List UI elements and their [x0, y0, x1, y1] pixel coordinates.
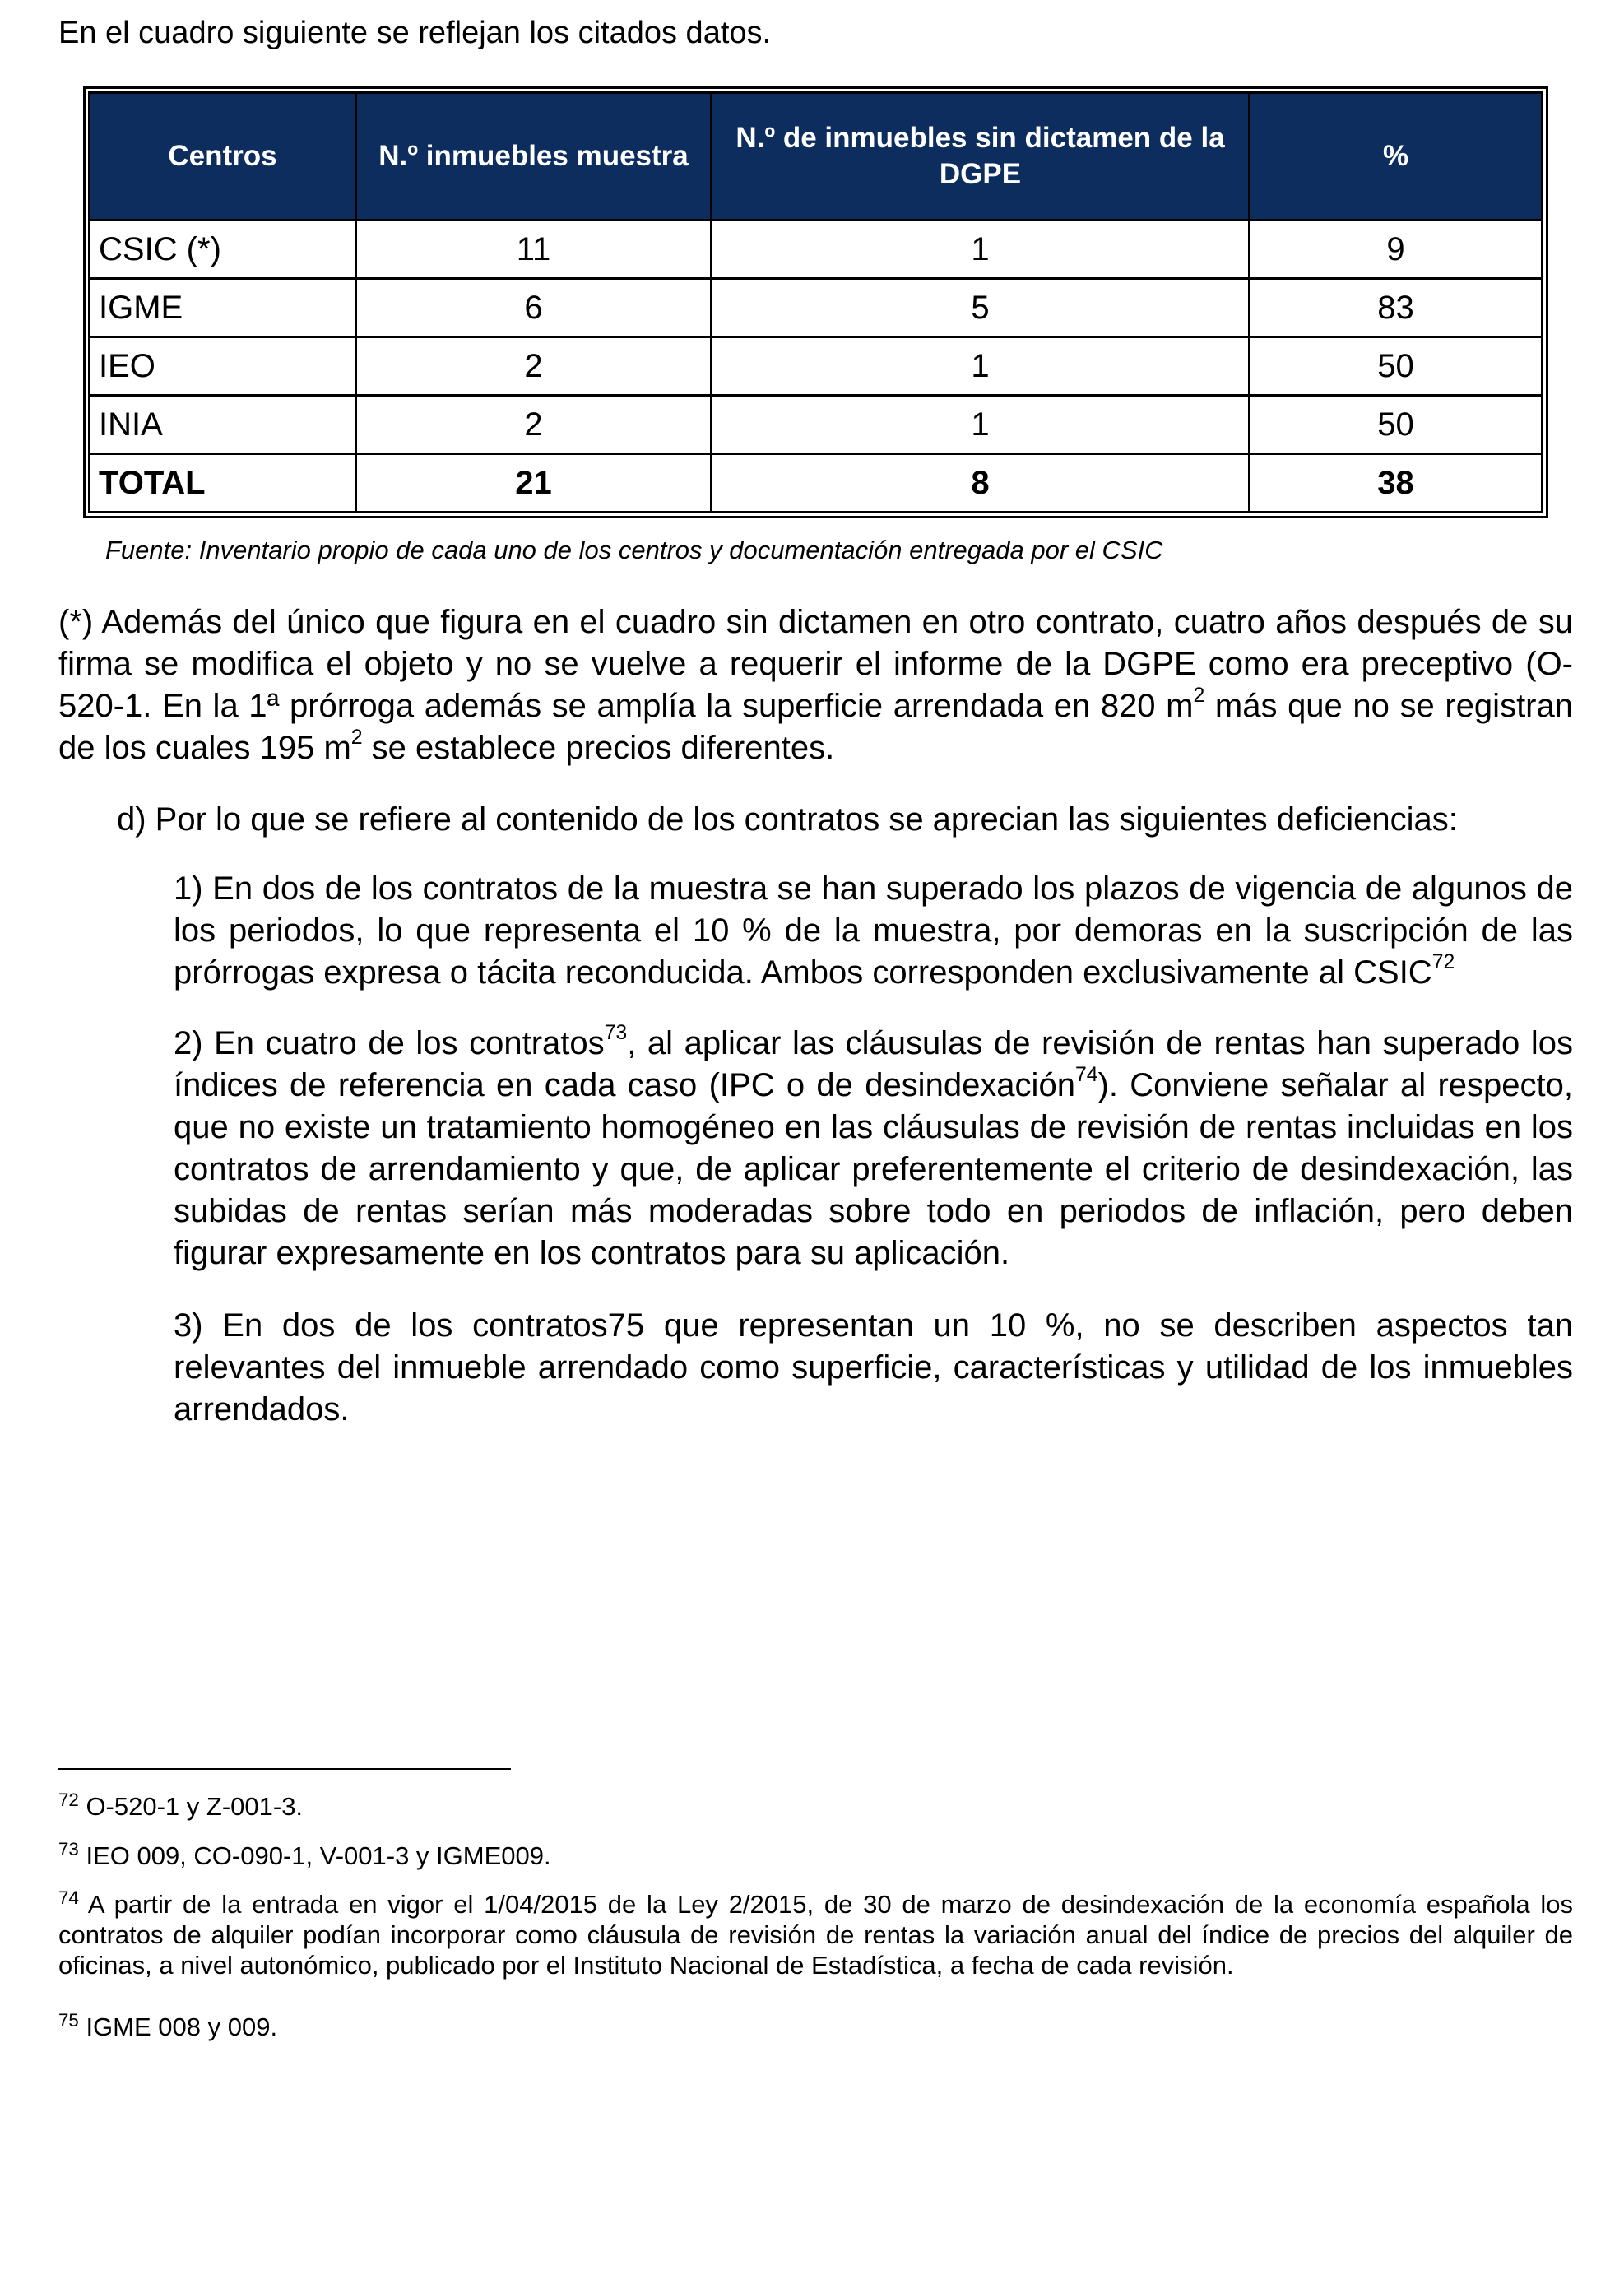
footnote-75: [58, 2009, 1573, 2042]
cell-sin-dictamen: 5: [712, 279, 1250, 337]
note-superscript-1: 2: [1193, 685, 1205, 708]
footnote-number: 74: [58, 1887, 79, 1908]
item-2-text-1: 2) En cuatro de los contratos: [174, 1025, 605, 1061]
table-source: Fuente: Inventario propio de cada uno de los centros y documentación entregada por el CSIC: [105, 536, 1163, 564]
item-3-text-2: que representan un 10 %, no se describen aspectos tan relevantes del inmueble arrendado como superficie, características y utilidad de los inmuebles arrendados.: [174, 1307, 1573, 1428]
intro-text: En el cuadro siguiente se reflejan los citados datos.: [58, 16, 772, 50]
cell-total-label: TOTAL: [90, 454, 356, 513]
data-table: [88, 91, 1543, 513]
cell-total-percent: 38: [1250, 454, 1543, 513]
cell-total-muestra: 21: [356, 454, 712, 513]
item-2-paragraph: [174, 1023, 1573, 1274]
footnote-72: [58, 1791, 1573, 1822]
footnote-text: IEO 009, CO-090-1, V-001-3 y IGME009.: [78, 1841, 551, 1870]
footnote-ref-73: 73: [604, 1022, 628, 1045]
item-2-text-2: , al aplicar las cláusulas de revisión de rentas han superado los índices de referencia en cada caso (IPC o de desindexación: [174, 1025, 1573, 1103]
table-row: [90, 337, 1543, 396]
cell-centro: IGME: [90, 279, 356, 337]
item-3-paragraph: [174, 1305, 1573, 1431]
cell-muestra: 6: [356, 279, 712, 337]
item-3-text-1: 3) En dos de los contratos: [174, 1307, 608, 1344]
cell-centro: IEO: [90, 337, 356, 396]
table-total-row: [90, 454, 1543, 513]
table-row: [90, 279, 1543, 337]
note-text-3: se establece precios diferentes.: [362, 730, 835, 766]
note-text-1: (*) Además del único que figura en el cuadro sin dictamen en otro contrato, cuatro años después de su firma se modifica el objeto y no se vuelve a requerir el informe de la DGPE como era preceptivo (O-520-1. En la 1ª prórroga además se amplía la superficie arrendada en 820 m: [58, 604, 1573, 724]
note-text-2: más que no se registran de los cuales 195 m: [58, 688, 1573, 766]
cell-percent: 50: [1250, 396, 1543, 454]
cell-percent: 9: [1250, 221, 1543, 279]
footnote-ref-72: 72: [1431, 951, 1455, 974]
header-sin-dictamen: N.º de inmuebles sin dictamen de la DGPE: [712, 93, 1250, 221]
cell-muestra: 2: [356, 337, 712, 396]
section-d-heading: d) Por lo que se refiere al contenido de los contratos se aprecian las siguientes deficiencias:: [117, 801, 1458, 838]
cell-sin-dictamen: 1: [712, 337, 1250, 396]
footnote-text: A partir de la entrada en vigor el 1/04/2015 de la Ley 2/2015, de 30 de marzo de desindexación de la economía española los contratos de alquiler podían incorporar como cláusula de revisión de rentas la variación anual del índice de precios del alquiler de oficinas, a nivel autonómico, publicado por el Instituto Nacional de Estadística, a fecha de cada revisión.: [58, 1890, 1573, 1980]
footnote-73: [58, 1838, 1573, 1871]
table-header-row: [90, 93, 1543, 221]
header-centros: Centros: [90, 93, 356, 221]
table-row: [90, 396, 1543, 454]
footnote-number: 72: [58, 1789, 79, 1810]
table-row: [90, 221, 1543, 279]
cell-sin-dictamen: 1: [712, 396, 1250, 454]
note-superscript-2: 2: [350, 727, 363, 750]
cell-sin-dictamen: 1: [712, 221, 1250, 279]
footnote-ref-74: 74: [1074, 1064, 1098, 1087]
cell-muestra: 2: [356, 396, 712, 454]
cell-percent: 83: [1250, 279, 1543, 337]
footnote-number: 73: [58, 1838, 79, 1859]
cell-centro: INIA: [90, 396, 356, 454]
cell-percent: 50: [1250, 337, 1543, 396]
cell-centro: CSIC (*): [90, 221, 356, 279]
footnote-text: O-520-1 y Z-001-3.: [78, 1792, 304, 1821]
item-1-paragraph: [174, 868, 1573, 994]
cell-total-sin-dictamen: 8: [712, 454, 1250, 513]
header-percent: %: [1250, 93, 1543, 221]
header-inmuebles-muestra: N.º inmuebles muestra: [356, 93, 712, 221]
item-1-text: 1) En dos de los contratos de la muestra se han superado los plazos de vigencia de algunos de los periodos, lo que representa el 10 % de la muestra, por demoras en la suscripción de las prórrogas expresa o tácita reconducida. Ambos corresponden exclusivamente al CSIC: [174, 870, 1573, 991]
footnote-divider: [58, 1768, 511, 1770]
note-paragraph: [58, 601, 1573, 769]
cell-muestra: 11: [356, 221, 712, 279]
footnote-text: IGME 008 y 009.: [78, 2012, 278, 2041]
footnote-number: 75: [58, 2009, 79, 2031]
item-2-text-3: ). Conviene señalar al respecto, que no existe un tratamiento homogéneo en las cláusulas de revisión de rentas incluidas en los contratos de arrendamiento y que, de aplicar preferentemente el criterio de desindexación, las subidas de rentas serían más moderadas sobre todo en periodos de inflación, pero deben figurar expresamente en los contratos para su aplicación.: [174, 1067, 1573, 1271]
footnote-ref-75: 75: [607, 1307, 645, 1344]
footnote-74: [58, 1889, 1573, 1980]
